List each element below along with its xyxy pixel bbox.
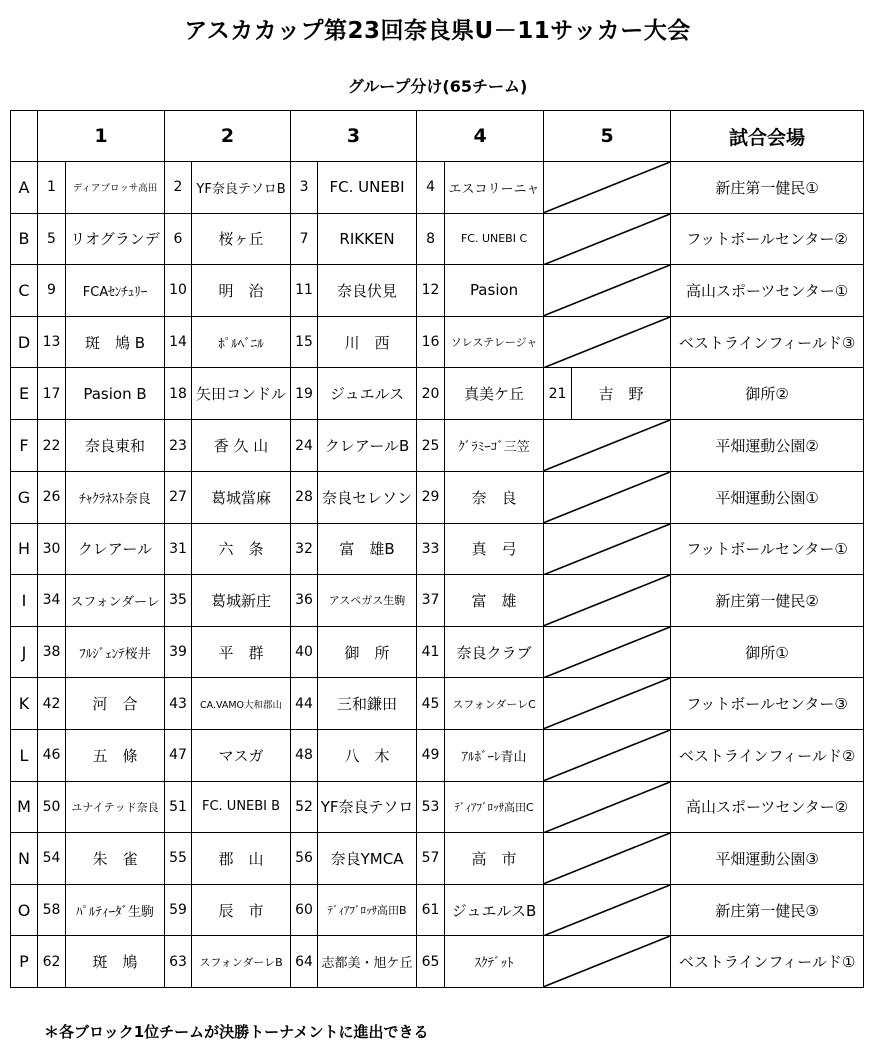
table-row xyxy=(11,213,864,265)
team-name: ﾁｬｸﾗﾈｽﾄ奈良 xyxy=(66,471,165,523)
team-number: 30 xyxy=(38,523,66,575)
table-row xyxy=(11,471,864,523)
diagonal-line xyxy=(544,420,670,471)
match-venue: 平畑運動公園③ xyxy=(671,833,864,885)
team-name: 矢田コンドル xyxy=(192,368,291,420)
team-name: 明 治 xyxy=(192,265,291,317)
empty-slot-diagonal xyxy=(544,213,671,265)
team-name: 御 所 xyxy=(318,626,417,678)
team-number: 20 xyxy=(417,368,445,420)
team-name: ﾎﾟﾙﾍﾞﾆﾙ xyxy=(192,316,291,368)
team-number: 2 xyxy=(165,162,192,214)
team-name: ソレステレージャ xyxy=(445,316,544,368)
team-name: スフォンダーレ xyxy=(66,575,165,627)
diagonal-line xyxy=(544,678,670,729)
team-name: 河 合 xyxy=(66,678,165,730)
team-number: 53 xyxy=(417,781,445,833)
team-name: 吉 野 xyxy=(598,385,644,404)
team-number: 21 xyxy=(544,368,572,419)
header-col-5: 5 xyxy=(544,111,671,162)
team-slot-5 xyxy=(544,368,671,420)
empty-slot-diagonal xyxy=(544,936,671,988)
team-number: 23 xyxy=(165,420,192,472)
team-number: 19 xyxy=(291,368,318,420)
team-number: 38 xyxy=(38,626,66,678)
team-number: 36 xyxy=(291,575,318,627)
group-table xyxy=(10,110,864,988)
team-number: 35 xyxy=(165,575,192,627)
empty-slot-diagonal xyxy=(544,781,671,833)
match-venue: 高山スポーツセンター② xyxy=(671,781,864,833)
team-name: 葛城新庄 xyxy=(192,575,291,627)
team-name: 斑 鳩 B xyxy=(66,316,165,368)
team-name: Pasion B xyxy=(66,368,165,420)
team-name: 富 雄 xyxy=(445,575,544,627)
group-label: F xyxy=(11,420,38,472)
team-name: ユナイテッド奈良 xyxy=(66,781,165,833)
table-row xyxy=(11,575,864,627)
team-name: 辰 市 xyxy=(192,884,291,936)
team-number: 64 xyxy=(291,936,318,988)
team-name: 奈 良 xyxy=(445,471,544,523)
team-name: 真美ケ丘 xyxy=(445,368,544,420)
match-venue: 御所① xyxy=(671,626,864,678)
group-label: I xyxy=(11,575,38,627)
match-venue: ベストラインフィールド② xyxy=(671,729,864,781)
team-name: 奈良伏見 xyxy=(318,265,417,317)
group-label: L xyxy=(11,729,38,781)
team-name: 桜ヶ丘 xyxy=(192,213,291,265)
table-row xyxy=(11,162,864,214)
team-number: 24 xyxy=(291,420,318,472)
team-number: 62 xyxy=(38,936,66,988)
team-name: 奈良セレソン xyxy=(318,471,417,523)
match-venue: 新庄第一健民② xyxy=(671,575,864,627)
group-label: M xyxy=(11,781,38,833)
diagonal-line xyxy=(544,317,670,368)
match-venue: フットボールセンター② xyxy=(671,213,864,265)
team-number: 54 xyxy=(38,833,66,885)
team-name: ﾃﾞｨｱﾌﾞﾛｯｻ高田C xyxy=(445,781,544,833)
team-number: 10 xyxy=(165,265,192,317)
diagonal-line xyxy=(544,885,670,936)
team-name: ｱﾙﾎﾞｰﾚ青山 xyxy=(445,729,544,781)
team-name: 五 條 xyxy=(66,729,165,781)
diagonal-line xyxy=(544,162,670,213)
team-number: 33 xyxy=(417,523,445,575)
diagonal-line xyxy=(544,214,670,265)
team-name: 高 市 xyxy=(445,833,544,885)
table-row xyxy=(11,936,864,988)
diagonal-line xyxy=(544,782,670,833)
team-number: 47 xyxy=(165,729,192,781)
team-number: 59 xyxy=(165,884,192,936)
diagonal-line xyxy=(544,472,670,523)
team-name: YF奈良テソロB xyxy=(192,162,291,214)
team-name: 富 雄B xyxy=(318,523,417,575)
table-row xyxy=(11,316,864,368)
group-label: A xyxy=(11,162,38,214)
team-number: 27 xyxy=(165,471,192,523)
team-number: 31 xyxy=(165,523,192,575)
team-number: 37 xyxy=(417,575,445,627)
match-venue: 御所② xyxy=(671,368,864,420)
team-number: 29 xyxy=(417,471,445,523)
table-row xyxy=(11,626,864,678)
team-number: 34 xyxy=(38,575,66,627)
team-name: 真 弓 xyxy=(445,523,544,575)
table-row xyxy=(11,884,864,936)
group-label: H xyxy=(11,523,38,575)
team-number: 45 xyxy=(417,678,445,730)
team-number: 13 xyxy=(38,316,66,368)
header-col-4: 4 xyxy=(417,111,544,162)
group-label: N xyxy=(11,833,38,885)
team-number: 9 xyxy=(38,265,66,317)
team-number: 56 xyxy=(291,833,318,885)
team-name: 奈良YMCA xyxy=(318,833,417,885)
match-venue: 新庄第一健民① xyxy=(671,162,864,214)
empty-slot-diagonal xyxy=(544,678,671,730)
team-number: 50 xyxy=(38,781,66,833)
team-name: 六 条 xyxy=(192,523,291,575)
team-number: 22 xyxy=(38,420,66,472)
team-number: 7 xyxy=(291,213,318,265)
match-venue: フットボールセンター③ xyxy=(671,678,864,730)
diagonal-line xyxy=(544,833,670,884)
team-name: ｽｸﾃﾞｯﾄ xyxy=(445,936,544,988)
table-row xyxy=(11,729,864,781)
table-row xyxy=(11,781,864,833)
team-name: Pasion xyxy=(445,265,544,317)
team-name: 三和鎌田 xyxy=(318,678,417,730)
team-number: 41 xyxy=(417,626,445,678)
table-row xyxy=(11,420,864,472)
team-number: 25 xyxy=(417,420,445,472)
team-name: 郡 山 xyxy=(192,833,291,885)
table-row xyxy=(11,678,864,730)
team-name: FC. UNEBI xyxy=(318,162,417,214)
diagonal-line xyxy=(544,575,670,626)
team-number: 6 xyxy=(165,213,192,265)
group-label: O xyxy=(11,884,38,936)
team-number: 51 xyxy=(165,781,192,833)
team-name: スフォンダーレC xyxy=(445,678,544,730)
empty-slot-diagonal xyxy=(544,523,671,575)
group-label: C xyxy=(11,265,38,317)
team-name: 川 西 xyxy=(318,316,417,368)
team-name: ｸﾞﾗﾐｰｺﾞ三笠 xyxy=(445,420,544,472)
team-name: スフォンダーレB xyxy=(192,936,291,988)
group-label: J xyxy=(11,626,38,678)
team-name: ジュエルス xyxy=(318,368,417,420)
team-number: 28 xyxy=(291,471,318,523)
group-label: G xyxy=(11,471,38,523)
empty-slot-diagonal xyxy=(544,833,671,885)
group-label: P xyxy=(11,936,38,988)
team-name: 葛城當麻 xyxy=(192,471,291,523)
team-number: 5 xyxy=(38,213,66,265)
team-name: YF奈良テソロ xyxy=(318,781,417,833)
empty-slot-diagonal xyxy=(544,420,671,472)
team-number: 49 xyxy=(417,729,445,781)
team-name: リオグランデ xyxy=(66,213,165,265)
match-venue: 高山スポーツセンター① xyxy=(671,265,864,317)
team-name: 朱 雀 xyxy=(66,833,165,885)
team-number: 3 xyxy=(291,162,318,214)
team-number: 16 xyxy=(417,316,445,368)
empty-slot-diagonal xyxy=(544,316,671,368)
table-row xyxy=(11,265,864,317)
group-label: B xyxy=(11,213,38,265)
header-venue: 試合会場 xyxy=(671,111,864,162)
team-number: 46 xyxy=(38,729,66,781)
group-label: K xyxy=(11,678,38,730)
team-name: 斑 鳩 xyxy=(66,936,165,988)
team-number: 11 xyxy=(291,265,318,317)
empty-slot-diagonal xyxy=(544,575,671,627)
team-name: ジュエルスB xyxy=(445,884,544,936)
header-row xyxy=(11,111,864,162)
team-number: 14 xyxy=(165,316,192,368)
team-name: 奈良クラブ xyxy=(445,626,544,678)
team-name: RIKKEN xyxy=(318,213,417,265)
team-number: 52 xyxy=(291,781,318,833)
match-venue: 新庄第一健民③ xyxy=(671,884,864,936)
team-number: 32 xyxy=(291,523,318,575)
group-label: D xyxy=(11,316,38,368)
team-name: クレアールB xyxy=(318,420,417,472)
team-number: 1 xyxy=(38,162,66,214)
team-number: 12 xyxy=(417,265,445,317)
empty-slot-diagonal xyxy=(544,626,671,678)
team-name: ディアブロッサ高田 xyxy=(66,162,165,214)
footnote: ＊各ブロック1位チームが決勝トーナメントに進出できる xyxy=(44,1023,429,1041)
team-name: 平 群 xyxy=(192,626,291,678)
team-name: 奈良東和 xyxy=(66,420,165,472)
team-name: マスガ xyxy=(192,729,291,781)
team-name: FC. UNEBI B xyxy=(192,781,291,833)
team-number: 15 xyxy=(291,316,318,368)
team-name: 香 久 山 xyxy=(192,420,291,472)
team-number: 17 xyxy=(38,368,66,420)
team-number: 8 xyxy=(417,213,445,265)
team-number: 57 xyxy=(417,833,445,885)
team-name: 志都美・旭ケ丘 xyxy=(318,936,417,988)
diagonal-line xyxy=(544,730,670,781)
team-name: アスペガス生駒 xyxy=(318,575,417,627)
team-name: ﾌﾙｼﾞｪﾝﾃ桜井 xyxy=(66,626,165,678)
team-number: 42 xyxy=(38,678,66,730)
header-col-2: 2 xyxy=(165,111,291,162)
table-row xyxy=(11,523,864,575)
team-name: クレアール xyxy=(66,523,165,575)
empty-slot-diagonal xyxy=(544,471,671,523)
team-name: エスコリーニャ xyxy=(445,162,544,214)
team-number: 43 xyxy=(165,678,192,730)
team-number: 63 xyxy=(165,936,192,988)
diagonal-line xyxy=(544,936,670,987)
header-col-1: 1 xyxy=(38,111,165,162)
team-name: ﾊﾟﾙﾃｨｰﾀﾞ生駒 xyxy=(66,884,165,936)
group-label: E xyxy=(11,368,38,420)
match-venue: ベストラインフィールド③ xyxy=(671,316,864,368)
team-number: 65 xyxy=(417,936,445,988)
team-number: 40 xyxy=(291,626,318,678)
diagonal-line xyxy=(544,627,670,678)
team-number: 61 xyxy=(417,884,445,936)
table-row xyxy=(11,833,864,885)
match-venue: ベストラインフィールド① xyxy=(671,936,864,988)
page-subtitle: グループ分け(65チーム) xyxy=(347,77,528,96)
team-number: 48 xyxy=(291,729,318,781)
team-name: FC. UNEBI C xyxy=(445,213,544,265)
team-number: 39 xyxy=(165,626,192,678)
team-name: CA.VAMO大和郡山 xyxy=(192,678,291,730)
empty-slot-diagonal xyxy=(544,729,671,781)
team-name: ﾃﾞｨｱﾌﾞﾛｯｻ高田B xyxy=(318,884,417,936)
team-number: 26 xyxy=(38,471,66,523)
table-row xyxy=(11,368,864,420)
header-group xyxy=(11,111,38,162)
team-name: FCAｾﾝﾁｭﾘｰ xyxy=(66,265,165,317)
match-venue: 平畑運動公園① xyxy=(671,471,864,523)
team-number: 58 xyxy=(38,884,66,936)
header-col-3: 3 xyxy=(291,111,417,162)
team-number: 44 xyxy=(291,678,318,730)
match-venue: 平畑運動公園② xyxy=(671,420,864,472)
empty-slot-diagonal xyxy=(544,265,671,317)
team-number: 4 xyxy=(417,162,445,214)
team-number: 60 xyxy=(291,884,318,936)
diagonal-line xyxy=(544,265,670,316)
empty-slot-diagonal xyxy=(544,162,671,214)
team-number: 55 xyxy=(165,833,192,885)
diagonal-line xyxy=(544,524,670,575)
empty-slot-diagonal xyxy=(544,884,671,936)
page-title: アスカカップ第23回奈良県U－11サッカー大会 xyxy=(184,18,691,44)
team-name: 八 木 xyxy=(318,729,417,781)
team-number: 18 xyxy=(165,368,192,420)
match-venue: フットボールセンター① xyxy=(671,523,864,575)
